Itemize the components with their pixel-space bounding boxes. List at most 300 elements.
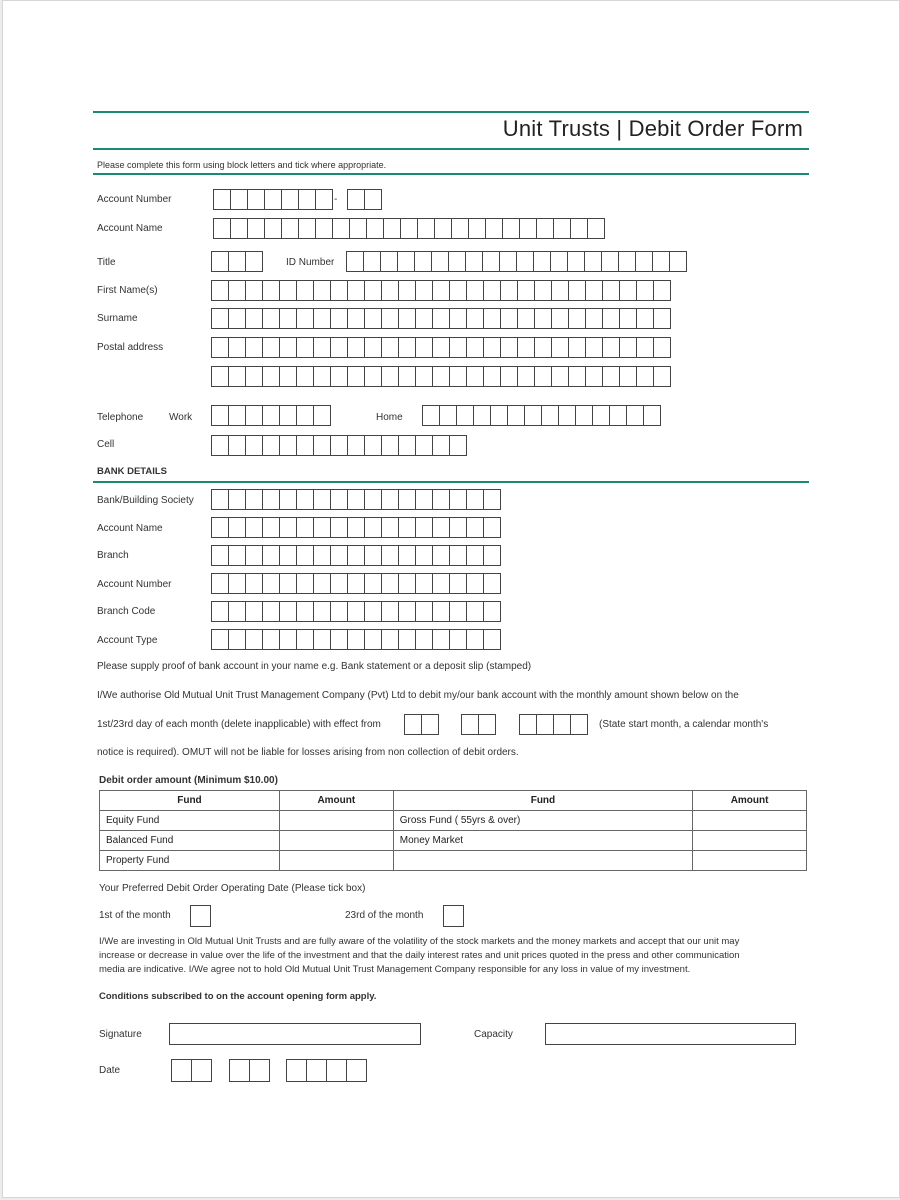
character-box[interactable] xyxy=(432,573,450,594)
character-box[interactable] xyxy=(313,517,331,538)
character-box[interactable] xyxy=(468,218,486,239)
character-box[interactable] xyxy=(211,280,229,301)
character-box[interactable] xyxy=(279,517,297,538)
character-box[interactable] xyxy=(398,435,416,456)
character-box[interactable] xyxy=(279,601,297,622)
character-box[interactable] xyxy=(262,489,280,510)
character-box[interactable] xyxy=(228,435,246,456)
character-box[interactable] xyxy=(228,405,246,426)
character-box[interactable] xyxy=(602,337,620,358)
account-type-boxes[interactable] xyxy=(211,629,500,650)
character-box[interactable] xyxy=(281,189,299,210)
character-box[interactable] xyxy=(415,308,433,329)
character-box[interactable] xyxy=(415,366,433,387)
character-box[interactable] xyxy=(211,517,229,538)
character-box[interactable] xyxy=(279,489,297,510)
character-box[interactable] xyxy=(643,405,661,426)
character-box[interactable] xyxy=(585,337,603,358)
character-box[interactable] xyxy=(653,337,671,358)
character-box[interactable] xyxy=(483,545,501,566)
character-box[interactable] xyxy=(347,280,365,301)
character-box[interactable] xyxy=(415,517,433,538)
start-month-boxes[interactable] xyxy=(461,714,495,735)
signature-field[interactable] xyxy=(169,1023,421,1045)
character-box[interactable] xyxy=(432,629,450,650)
date-year-boxes[interactable] xyxy=(286,1059,366,1082)
character-box[interactable] xyxy=(262,517,280,538)
account-suffix-boxes[interactable] xyxy=(347,189,381,210)
character-box[interactable] xyxy=(536,714,554,735)
character-box[interactable] xyxy=(381,366,399,387)
character-box[interactable] xyxy=(482,251,500,272)
character-box[interactable] xyxy=(245,251,263,272)
character-box[interactable] xyxy=(264,218,282,239)
character-box[interactable] xyxy=(553,218,571,239)
character-box[interactable] xyxy=(381,545,399,566)
character-box[interactable] xyxy=(245,573,263,594)
character-box[interactable] xyxy=(398,308,416,329)
twentythird-of-month-checkbox[interactable] xyxy=(443,905,464,927)
character-box[interactable] xyxy=(448,251,466,272)
character-box[interactable] xyxy=(432,601,450,622)
character-box[interactable] xyxy=(449,366,467,387)
character-box[interactable] xyxy=(171,1059,192,1082)
character-box[interactable] xyxy=(519,714,537,735)
character-box[interactable] xyxy=(466,337,484,358)
character-box[interactable] xyxy=(466,601,484,622)
character-box[interactable] xyxy=(313,337,331,358)
character-box[interactable] xyxy=(466,629,484,650)
building-society-boxes[interactable] xyxy=(211,489,500,510)
character-box[interactable] xyxy=(229,1059,250,1082)
character-box[interactable] xyxy=(398,280,416,301)
character-box[interactable] xyxy=(466,280,484,301)
character-box[interactable] xyxy=(315,218,333,239)
character-box[interactable] xyxy=(381,337,399,358)
character-box[interactable] xyxy=(466,545,484,566)
character-box[interactable] xyxy=(432,337,450,358)
character-box[interactable] xyxy=(404,714,422,735)
character-box[interactable] xyxy=(211,489,229,510)
character-box[interactable] xyxy=(363,251,381,272)
character-box[interactable] xyxy=(536,218,554,239)
character-box[interactable] xyxy=(432,280,450,301)
id-number-boxes[interactable] xyxy=(346,251,686,272)
character-box[interactable] xyxy=(415,280,433,301)
character-box[interactable] xyxy=(296,308,314,329)
character-box[interactable] xyxy=(330,629,348,650)
character-box[interactable] xyxy=(584,251,602,272)
bank-account-number-boxes[interactable] xyxy=(211,573,500,594)
character-box[interactable] xyxy=(296,366,314,387)
character-box[interactable] xyxy=(570,714,588,735)
character-box[interactable] xyxy=(245,280,263,301)
character-box[interactable] xyxy=(347,629,365,650)
character-box[interactable] xyxy=(449,337,467,358)
character-box[interactable] xyxy=(434,218,452,239)
character-box[interactable] xyxy=(473,405,491,426)
character-box[interactable] xyxy=(313,601,331,622)
character-box[interactable] xyxy=(279,545,297,566)
character-box[interactable] xyxy=(432,366,450,387)
character-box[interactable] xyxy=(585,366,603,387)
character-box[interactable] xyxy=(228,366,246,387)
character-box[interactable] xyxy=(347,489,365,510)
character-box[interactable] xyxy=(380,251,398,272)
character-box[interactable] xyxy=(279,337,297,358)
character-box[interactable] xyxy=(364,629,382,650)
character-box[interactable] xyxy=(262,573,280,594)
character-box[interactable] xyxy=(364,189,382,210)
character-box[interactable] xyxy=(449,308,467,329)
account-number-boxes[interactable] xyxy=(213,189,332,210)
character-box[interactable] xyxy=(451,218,469,239)
character-box[interactable] xyxy=(279,629,297,650)
character-box[interactable] xyxy=(366,218,384,239)
character-box[interactable] xyxy=(211,308,229,329)
character-box[interactable] xyxy=(346,1059,367,1082)
character-box[interactable] xyxy=(534,280,552,301)
character-box[interactable] xyxy=(550,251,568,272)
character-box[interactable] xyxy=(247,189,265,210)
character-box[interactable] xyxy=(415,601,433,622)
character-box[interactable] xyxy=(466,366,484,387)
character-box[interactable] xyxy=(346,251,364,272)
character-box[interactable] xyxy=(330,545,348,566)
character-box[interactable] xyxy=(349,218,367,239)
character-box[interactable] xyxy=(262,405,280,426)
character-box[interactable] xyxy=(279,405,297,426)
character-box[interactable] xyxy=(286,1059,307,1082)
character-box[interactable] xyxy=(398,601,416,622)
character-box[interactable] xyxy=(326,1059,347,1082)
character-box[interactable] xyxy=(332,218,350,239)
character-box[interactable] xyxy=(635,251,653,272)
character-box[interactable] xyxy=(296,435,314,456)
character-box[interactable] xyxy=(211,251,229,272)
character-box[interactable] xyxy=(601,251,619,272)
character-box[interactable] xyxy=(228,573,246,594)
character-box[interactable] xyxy=(306,1059,327,1082)
character-box[interactable] xyxy=(228,280,246,301)
character-box[interactable] xyxy=(211,405,229,426)
character-box[interactable] xyxy=(262,280,280,301)
character-box[interactable] xyxy=(483,573,501,594)
character-box[interactable] xyxy=(400,218,418,239)
character-box[interactable] xyxy=(517,366,535,387)
character-box[interactable] xyxy=(524,405,542,426)
character-box[interactable] xyxy=(245,337,263,358)
character-box[interactable] xyxy=(432,435,450,456)
character-box[interactable] xyxy=(626,405,644,426)
character-box[interactable] xyxy=(262,435,280,456)
amount-cell[interactable] xyxy=(693,851,807,871)
character-box[interactable] xyxy=(228,601,246,622)
character-box[interactable] xyxy=(466,489,484,510)
character-box[interactable] xyxy=(415,629,433,650)
character-box[interactable] xyxy=(330,435,348,456)
character-box[interactable] xyxy=(653,308,671,329)
character-box[interactable] xyxy=(449,517,467,538)
character-box[interactable] xyxy=(296,337,314,358)
character-box[interactable] xyxy=(541,405,559,426)
character-box[interactable] xyxy=(245,308,263,329)
character-box[interactable] xyxy=(432,517,450,538)
character-box[interactable] xyxy=(264,189,282,210)
character-box[interactable] xyxy=(228,629,246,650)
character-box[interactable] xyxy=(636,366,654,387)
account-name-boxes[interactable] xyxy=(213,218,604,239)
character-box[interactable] xyxy=(449,435,467,456)
character-box[interactable] xyxy=(347,545,365,566)
character-box[interactable] xyxy=(422,405,440,426)
character-box[interactable] xyxy=(466,308,484,329)
character-box[interactable] xyxy=(636,280,654,301)
character-box[interactable] xyxy=(383,218,401,239)
character-box[interactable] xyxy=(313,573,331,594)
character-box[interactable] xyxy=(296,601,314,622)
character-box[interactable] xyxy=(398,366,416,387)
date-day-boxes[interactable] xyxy=(171,1059,211,1082)
character-box[interactable] xyxy=(568,280,586,301)
character-box[interactable] xyxy=(381,435,399,456)
character-box[interactable] xyxy=(213,189,231,210)
capacity-field[interactable] xyxy=(545,1023,796,1045)
character-box[interactable] xyxy=(364,435,382,456)
character-box[interactable] xyxy=(485,218,503,239)
character-box[interactable] xyxy=(534,337,552,358)
character-box[interactable] xyxy=(558,405,576,426)
character-box[interactable] xyxy=(534,308,552,329)
date-month-boxes[interactable] xyxy=(229,1059,269,1082)
character-box[interactable] xyxy=(519,218,537,239)
character-box[interactable] xyxy=(364,280,382,301)
character-box[interactable] xyxy=(653,280,671,301)
amount-cell[interactable] xyxy=(693,831,807,851)
character-box[interactable] xyxy=(364,517,382,538)
first-names-boxes[interactable] xyxy=(211,280,670,301)
character-box[interactable] xyxy=(575,405,593,426)
character-box[interactable] xyxy=(483,337,501,358)
character-box[interactable] xyxy=(364,601,382,622)
home-phone-boxes[interactable] xyxy=(422,405,660,426)
bank-account-name-boxes[interactable] xyxy=(211,517,500,538)
character-box[interactable] xyxy=(533,251,551,272)
character-box[interactable] xyxy=(414,251,432,272)
character-box[interactable] xyxy=(483,601,501,622)
start-day-boxes[interactable] xyxy=(404,714,438,735)
character-box[interactable] xyxy=(415,573,433,594)
character-box[interactable] xyxy=(619,337,637,358)
character-box[interactable] xyxy=(262,601,280,622)
character-box[interactable] xyxy=(619,308,637,329)
character-box[interactable] xyxy=(449,601,467,622)
character-box[interactable] xyxy=(456,405,474,426)
character-box[interactable] xyxy=(499,251,517,272)
character-box[interactable] xyxy=(313,435,331,456)
character-box[interactable] xyxy=(602,280,620,301)
character-box[interactable] xyxy=(415,489,433,510)
character-box[interactable] xyxy=(585,308,603,329)
character-box[interactable] xyxy=(551,308,569,329)
character-box[interactable] xyxy=(398,573,416,594)
character-box[interactable] xyxy=(296,489,314,510)
character-box[interactable] xyxy=(432,545,450,566)
character-box[interactable] xyxy=(245,629,263,650)
character-box[interactable] xyxy=(228,489,246,510)
character-box[interactable] xyxy=(364,545,382,566)
character-box[interactable] xyxy=(636,337,654,358)
character-box[interactable] xyxy=(211,337,229,358)
character-box[interactable] xyxy=(347,337,365,358)
character-box[interactable] xyxy=(330,280,348,301)
character-box[interactable] xyxy=(347,517,365,538)
character-box[interactable] xyxy=(602,366,620,387)
character-box[interactable] xyxy=(449,280,467,301)
character-box[interactable] xyxy=(417,218,435,239)
character-box[interactable] xyxy=(381,308,399,329)
character-box[interactable] xyxy=(330,601,348,622)
character-box[interactable] xyxy=(507,405,525,426)
character-box[interactable] xyxy=(432,489,450,510)
work-phone-boxes[interactable] xyxy=(211,405,330,426)
character-box[interactable] xyxy=(313,405,331,426)
character-box[interactable] xyxy=(296,517,314,538)
first-of-month-checkbox[interactable] xyxy=(190,905,211,927)
character-box[interactable] xyxy=(398,629,416,650)
character-box[interactable] xyxy=(652,251,670,272)
character-box[interactable] xyxy=(517,308,535,329)
character-box[interactable] xyxy=(313,629,331,650)
character-box[interactable] xyxy=(398,545,416,566)
title-boxes[interactable] xyxy=(211,251,262,272)
character-box[interactable] xyxy=(296,573,314,594)
character-box[interactable] xyxy=(483,489,501,510)
character-box[interactable] xyxy=(461,714,479,735)
amount-cell[interactable] xyxy=(279,831,393,851)
character-box[interactable] xyxy=(592,405,610,426)
character-box[interactable] xyxy=(228,517,246,538)
character-box[interactable] xyxy=(347,308,365,329)
postal-address-boxes-line1[interactable] xyxy=(211,337,670,358)
character-box[interactable] xyxy=(364,308,382,329)
amount-cell[interactable] xyxy=(279,851,393,871)
character-box[interactable] xyxy=(432,308,450,329)
character-box[interactable] xyxy=(298,218,316,239)
character-box[interactable] xyxy=(431,251,449,272)
character-box[interactable] xyxy=(262,337,280,358)
character-box[interactable] xyxy=(449,573,467,594)
character-box[interactable] xyxy=(618,251,636,272)
character-box[interactable] xyxy=(230,218,248,239)
character-box[interactable] xyxy=(553,714,571,735)
character-box[interactable] xyxy=(211,573,229,594)
character-box[interactable] xyxy=(191,1059,212,1082)
character-box[interactable] xyxy=(315,189,333,210)
character-box[interactable] xyxy=(397,251,415,272)
character-box[interactable] xyxy=(330,517,348,538)
character-box[interactable] xyxy=(347,189,365,210)
amount-cell[interactable] xyxy=(279,811,393,831)
character-box[interactable] xyxy=(279,435,297,456)
character-box[interactable] xyxy=(636,308,654,329)
character-box[interactable] xyxy=(483,280,501,301)
character-box[interactable] xyxy=(381,517,399,538)
character-box[interactable] xyxy=(313,280,331,301)
character-box[interactable] xyxy=(211,601,229,622)
character-box[interactable] xyxy=(213,218,231,239)
character-box[interactable] xyxy=(279,573,297,594)
character-box[interactable] xyxy=(279,308,297,329)
amount-cell[interactable] xyxy=(693,811,807,831)
character-box[interactable] xyxy=(330,366,348,387)
character-box[interactable] xyxy=(619,366,637,387)
character-box[interactable] xyxy=(381,489,399,510)
character-box[interactable] xyxy=(245,517,263,538)
character-box[interactable] xyxy=(483,366,501,387)
character-box[interactable] xyxy=(245,405,263,426)
character-box[interactable] xyxy=(551,337,569,358)
character-box[interactable] xyxy=(619,280,637,301)
character-box[interactable] xyxy=(313,489,331,510)
character-box[interactable] xyxy=(568,308,586,329)
character-box[interactable] xyxy=(517,337,535,358)
character-box[interactable] xyxy=(296,629,314,650)
character-box[interactable] xyxy=(330,573,348,594)
character-box[interactable] xyxy=(279,280,297,301)
character-box[interactable] xyxy=(296,545,314,566)
character-box[interactable] xyxy=(500,280,518,301)
character-box[interactable] xyxy=(534,366,552,387)
character-box[interactable] xyxy=(245,601,263,622)
character-box[interactable] xyxy=(381,280,399,301)
character-box[interactable] xyxy=(364,489,382,510)
character-box[interactable] xyxy=(500,337,518,358)
character-box[interactable] xyxy=(398,337,416,358)
character-box[interactable] xyxy=(313,308,331,329)
character-box[interactable] xyxy=(347,435,365,456)
character-box[interactable] xyxy=(568,337,586,358)
character-box[interactable] xyxy=(585,280,603,301)
character-box[interactable] xyxy=(415,545,433,566)
cell-phone-boxes[interactable] xyxy=(211,435,466,456)
surname-boxes[interactable] xyxy=(211,308,670,329)
character-box[interactable] xyxy=(568,366,586,387)
character-box[interactable] xyxy=(296,280,314,301)
character-box[interactable] xyxy=(296,405,314,426)
character-box[interactable] xyxy=(381,601,399,622)
character-box[interactable] xyxy=(478,714,496,735)
character-box[interactable] xyxy=(211,435,229,456)
character-box[interactable] xyxy=(211,366,229,387)
character-box[interactable] xyxy=(245,545,263,566)
character-box[interactable] xyxy=(415,337,433,358)
character-box[interactable] xyxy=(669,251,687,272)
branch-code-boxes[interactable] xyxy=(211,601,500,622)
character-box[interactable] xyxy=(330,489,348,510)
character-box[interactable] xyxy=(245,435,263,456)
character-box[interactable] xyxy=(449,489,467,510)
character-box[interactable] xyxy=(364,573,382,594)
character-box[interactable] xyxy=(262,545,280,566)
character-box[interactable] xyxy=(228,251,246,272)
character-box[interactable] xyxy=(381,573,399,594)
character-box[interactable] xyxy=(466,573,484,594)
character-box[interactable] xyxy=(465,251,483,272)
character-box[interactable] xyxy=(364,366,382,387)
character-box[interactable] xyxy=(313,366,331,387)
character-box[interactable] xyxy=(421,714,439,735)
